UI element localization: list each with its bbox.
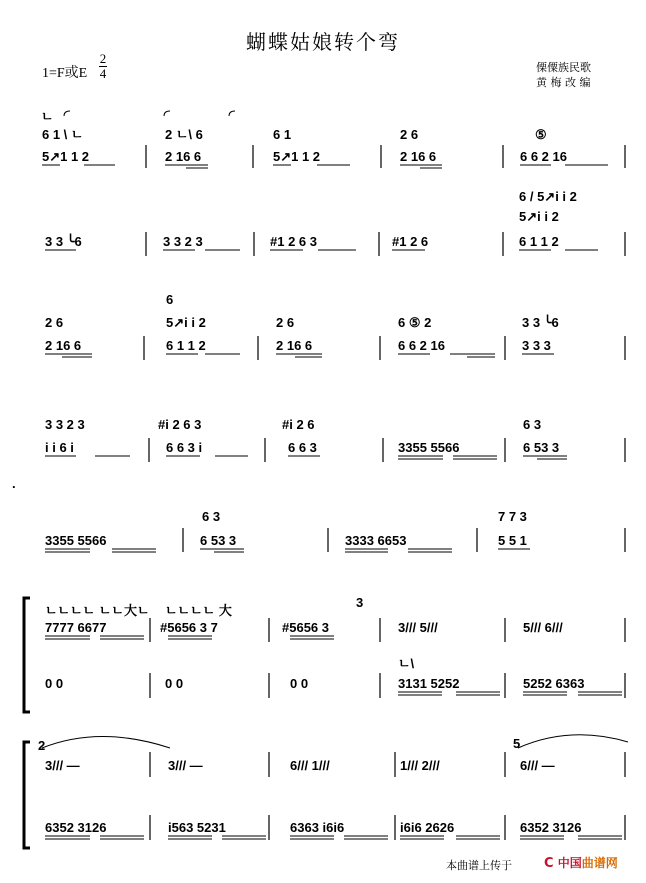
slur-mark: [229, 111, 235, 116]
logo-text-1: 中国: [557, 856, 582, 870]
credits-arranger: 黄 梅 改 编: [536, 76, 591, 89]
beams: [45, 836, 622, 839]
upper-voice-measure: 6/// 1///: [290, 758, 330, 773]
upper-note: 3: [356, 595, 364, 610]
lower-voice-measure: #1 2 6 3: [270, 234, 317, 249]
ornament-marks: ㄴ\: [398, 656, 415, 671]
lower-voice-measure: i563 5231: [168, 820, 226, 835]
grace-note: 2: [38, 738, 46, 753]
upper-voice-measure: 6 / 5↗i i 2: [519, 189, 577, 204]
system-6: [24, 595, 625, 712]
lower-voice-measure: i6i6 2626: [400, 820, 455, 835]
site-logo[interactable]: [544, 854, 618, 871]
beams: [45, 354, 554, 357]
lower-voice-measure: 0 0: [45, 676, 64, 691]
lower-voice-measure: 3 3 ╰6: [45, 234, 82, 249]
string-marker: ⑤: [535, 127, 547, 142]
time-signature-top: 2: [99, 51, 107, 66]
beams: [42, 165, 608, 168]
logo-mark-icon: C: [544, 856, 554, 871]
lower-voice-measure: 3131 5252: [398, 676, 460, 691]
upper-voice-measure: 3/// —: [45, 758, 80, 773]
system-1: [41, 109, 625, 168]
upper-voice-measure: 6/// —: [520, 758, 555, 773]
lower-voice-measure: 5 5 1: [498, 533, 527, 548]
lower-voice-measure: 6 6 2 16: [520, 149, 567, 164]
lower-voice-measure: 2 16 6: [276, 338, 313, 353]
beams: [45, 549, 530, 552]
upper-voice-measure: 3 3 2 3: [45, 417, 85, 432]
system-7: [24, 735, 628, 848]
lower-voice-measure: 6 6 2 16: [398, 338, 445, 353]
upper-voice-measure: 2 6: [400, 127, 419, 142]
beams: [398, 692, 622, 695]
upper-voice-measure: 6 ⑤ 2: [398, 315, 432, 330]
upper-voice-measure: 6 3: [523, 417, 542, 432]
lower-voice-measure: 6 53 3: [523, 440, 560, 455]
upper-voice-measure: #5656 3 7: [160, 620, 218, 635]
upper-voice-measure: 6 3: [202, 509, 221, 524]
upper-voice-measure: 3/// 5///: [398, 620, 438, 635]
lower-voice-measure: #1 2 6: [392, 234, 429, 249]
upper-voice-measure: 2 6: [45, 315, 64, 330]
lower-voice-measure: 3333 6653: [345, 533, 407, 548]
lower-voice-measure: 0 0: [290, 676, 309, 691]
system-4: [12, 417, 625, 491]
lower-voice-measure: 3355 5566: [398, 440, 460, 455]
credits-origin: 傈僳族民歌: [536, 61, 591, 74]
stray-dot: .: [12, 476, 16, 491]
upper-voice-measure: 7777 6677: [45, 620, 107, 635]
lower-voice-measure: 6 1 1 2: [519, 234, 559, 249]
ornament-marks: ㄴㄴㄴㄴ 大: [165, 603, 232, 618]
slur-mark: [164, 111, 170, 116]
system-bracket: [24, 742, 30, 848]
song-title: 蝴蝶姑娘转个弯: [246, 30, 400, 54]
upper-voice-measure: 3 3 ╰6: [522, 315, 559, 330]
upper-voice-measure: 6 1: [273, 127, 292, 142]
upper-voice-measure: #i 2 6: [282, 417, 315, 432]
lower-voice-measure: 5252 6363: [523, 676, 585, 691]
upper-voice-measure: #i 2 6 3: [158, 417, 202, 432]
upper-voice-measure: 5/// 6///: [523, 620, 563, 635]
tie-arc: [42, 737, 170, 749]
lower-voice-measure: 3 3 2 3: [163, 234, 203, 249]
lower-voice-measure: 2 16 6: [400, 149, 437, 164]
upper-voice-measure: 3/// —: [168, 758, 203, 773]
upper-voice-measure: 5↗i i 2: [166, 315, 206, 330]
system-bracket: [24, 598, 30, 712]
tie-arc: [518, 735, 628, 748]
system-5: [45, 509, 625, 552]
key-signature: 1=F或E: [42, 66, 88, 81]
lower-voice-measure: 6 53 3: [200, 533, 237, 548]
slur-mark: [64, 111, 70, 116]
lower-voice-measure: 5↗1 1 2: [273, 149, 321, 164]
lower-voice-measure: 6352 3126: [520, 820, 582, 835]
upper-voice-measure: 2 6: [276, 315, 295, 330]
lower-voice-measure: 2 16 6: [165, 149, 202, 164]
upper-note: 6: [166, 292, 174, 307]
system-3: [45, 292, 625, 360]
system-2: [45, 189, 625, 256]
lower-voice-measure: 6352 3126: [45, 820, 107, 835]
upper-voice-measure: 6 1 \ ㄴ: [42, 127, 84, 142]
ornament-mark: ㄴ: [41, 109, 54, 124]
lower-voice-measure: 5↗1 1 2: [42, 149, 90, 164]
grace-note: 5: [513, 736, 521, 751]
ornament-marks: ㄴㄴㄴㄴ ㄴㄴ大ㄴ: [45, 603, 150, 618]
time-signature-bottom: 4: [99, 66, 107, 81]
beams: [45, 636, 334, 639]
upper-note: 5↗i i 2: [519, 209, 559, 224]
beams: [45, 456, 567, 459]
upper-voice-measure: #5656 3: [282, 620, 329, 635]
upper-voice-measure: 2 ㄴ\ 6: [165, 127, 203, 142]
upload-notice: 本曲谱上传于: [446, 859, 512, 872]
lower-voice-measure: 3355 5566: [45, 533, 107, 548]
upper-voice-measure: 1/// 2///: [400, 758, 440, 773]
lower-voice-measure: 3 3 3: [522, 338, 551, 353]
lower-voice-measure: 6 1 1 2: [166, 338, 206, 353]
lower-voice-measure: 6 6 3 i: [166, 440, 203, 455]
upper-voice-measure: 7 7 3: [498, 509, 527, 524]
lower-voice-measure: i i 6 i: [45, 440, 74, 455]
logo-text-2: 曲谱网: [581, 856, 618, 870]
lower-voice-measure: 6363 i6i6: [290, 820, 345, 835]
barlines: [144, 336, 625, 360]
lower-voice-measure: 6 6 3: [288, 440, 317, 455]
lower-voice-measure: 2 16 6: [45, 338, 82, 353]
lower-voice-measure: 0 0: [165, 676, 184, 691]
